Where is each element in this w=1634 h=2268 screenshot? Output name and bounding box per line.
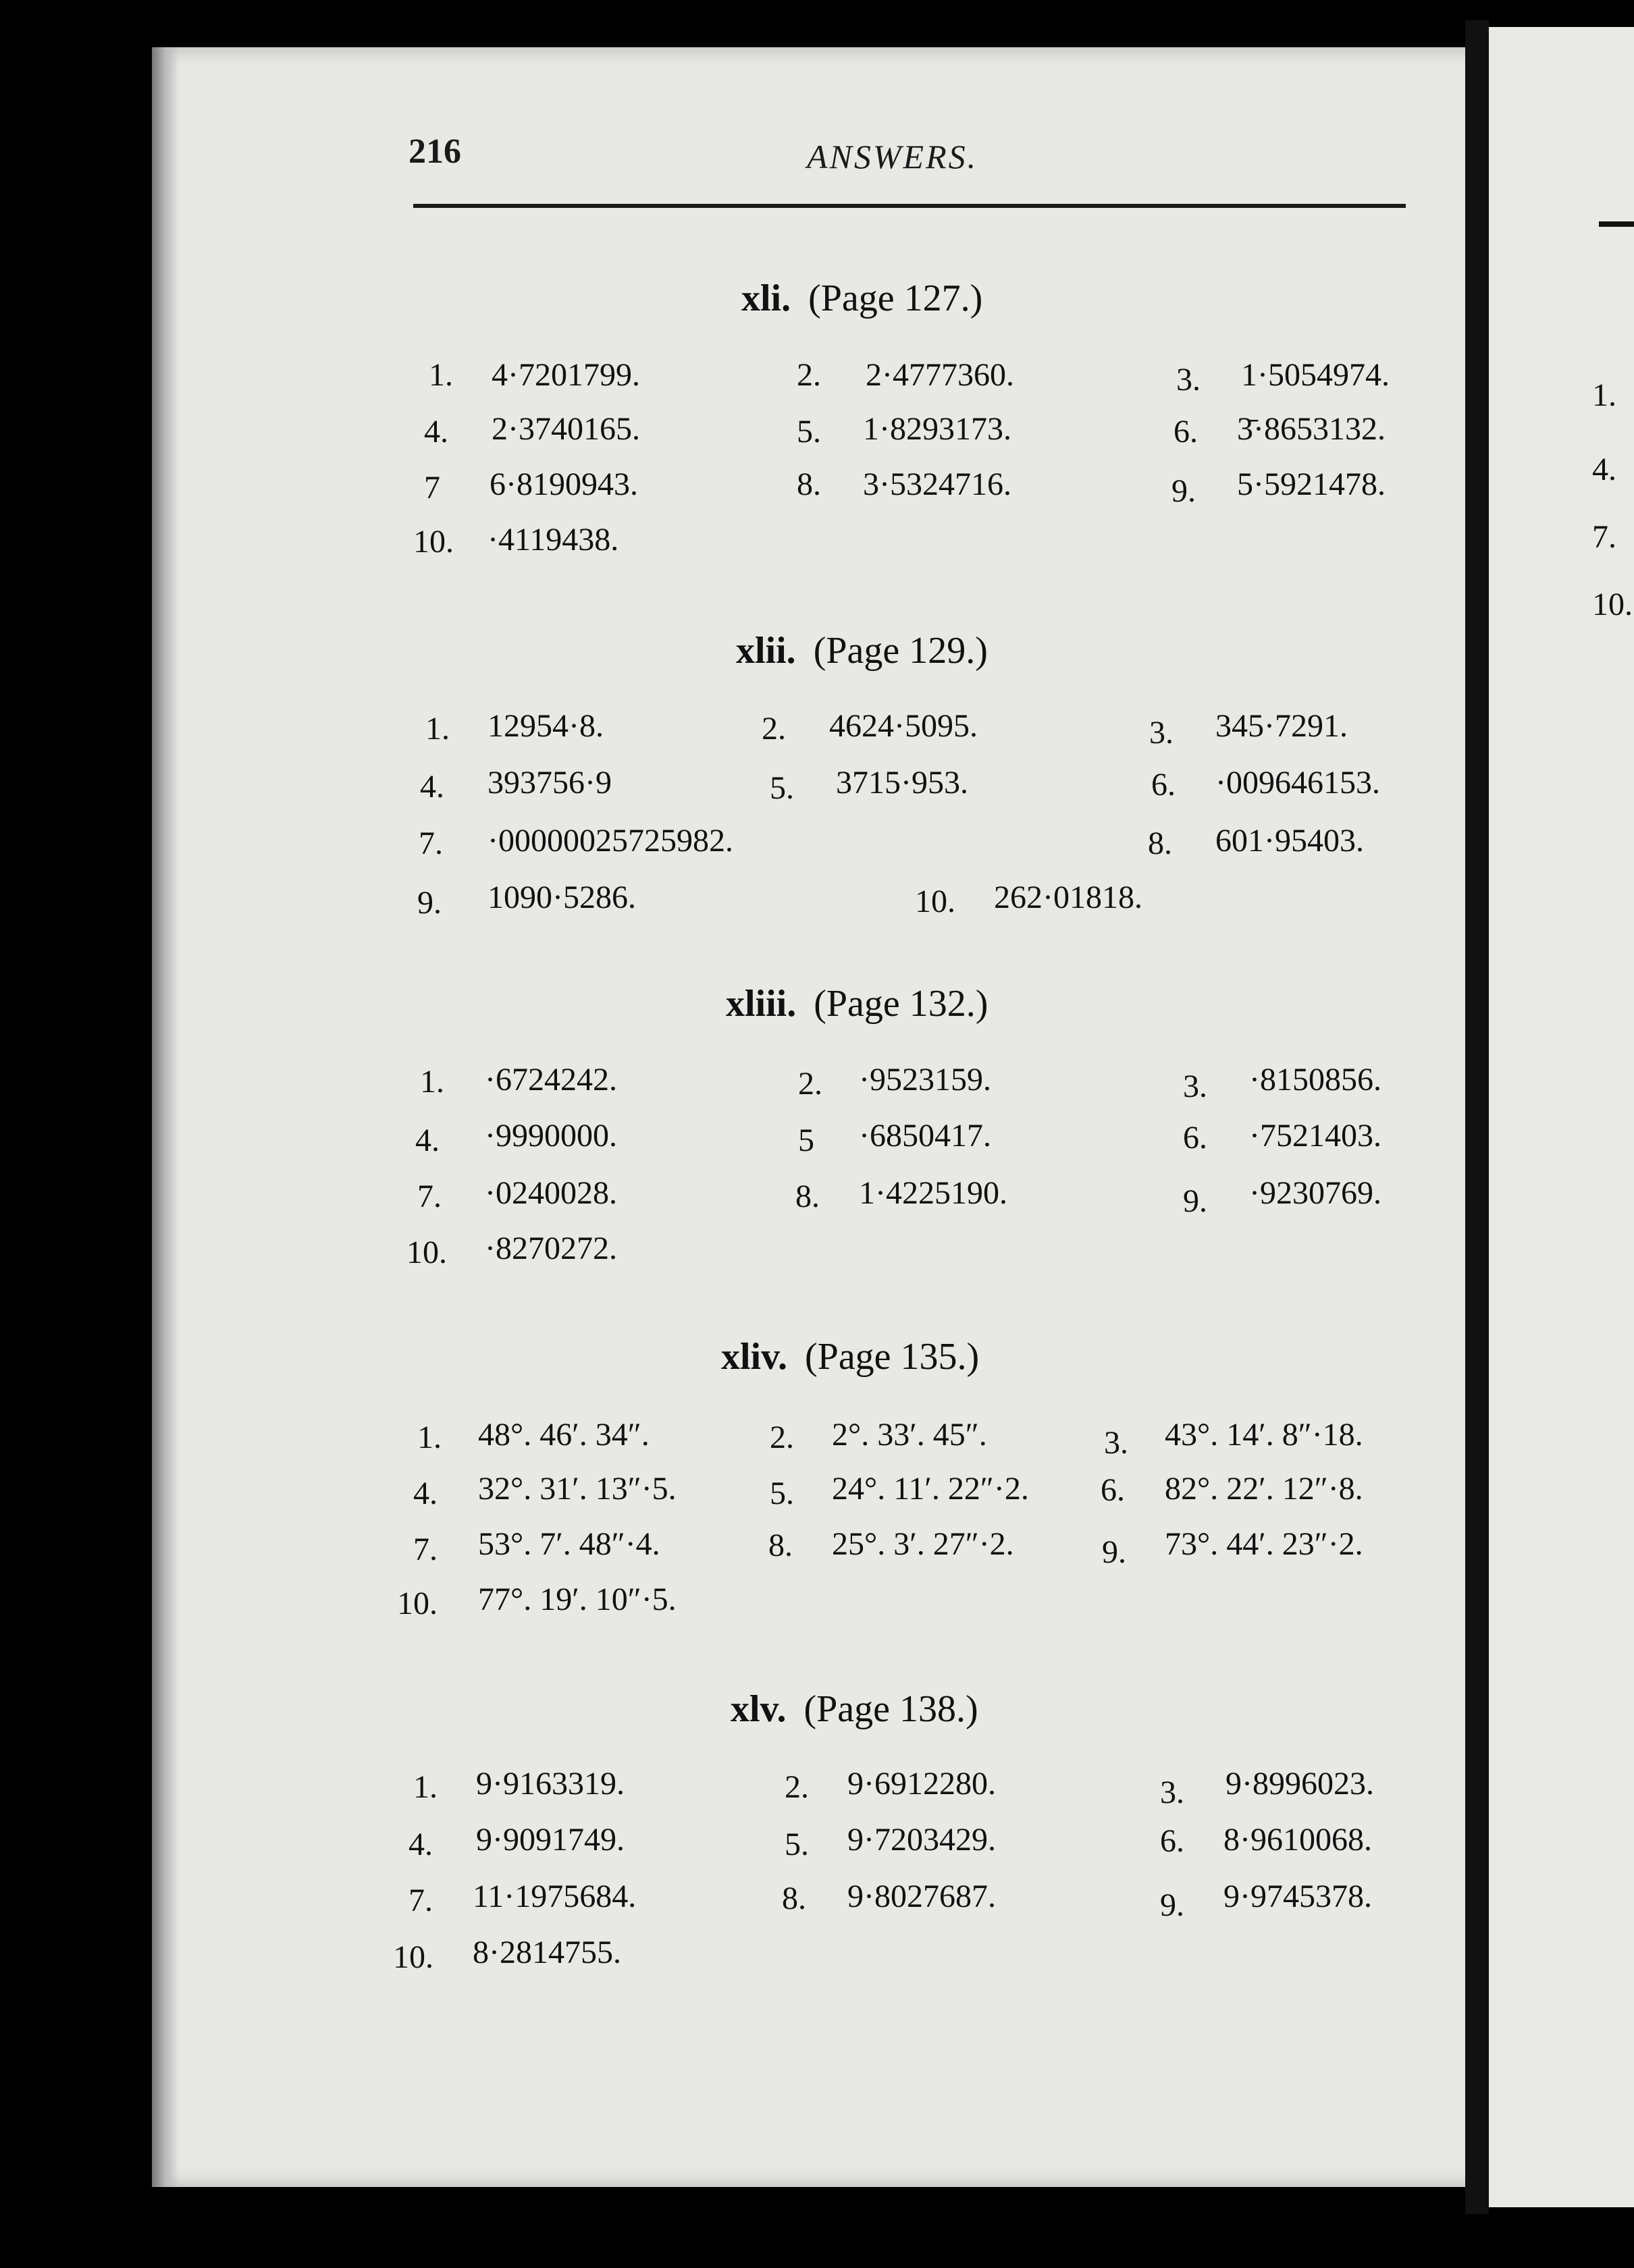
section-page-ref: (Page 138.)	[803, 1688, 978, 1730]
adjacent-page-rule	[1599, 221, 1634, 227]
answer-number: 10.	[397, 1586, 438, 1621]
answer-value: ·8150856.	[1249, 1062, 1381, 1098]
answer-value: 4624·5095.	[829, 708, 978, 744]
page-title: ANSWERS.	[807, 138, 978, 176]
answer-value: 1·4225190.	[859, 1175, 1007, 1211]
answer-value: 5·5921478.	[1237, 466, 1386, 502]
answer-number: 1.	[413, 1769, 438, 1805]
answer-number: 7.	[408, 1883, 433, 1918]
answer-number: 9.	[1160, 1887, 1184, 1923]
answer-value: 9·9091749.	[476, 1822, 625, 1858]
section-heading	[736, 629, 988, 672]
answer-value: 82°. 22′. 12″·8.	[1165, 1471, 1363, 1507]
answer-value: ·7521403.	[1249, 1118, 1381, 1154]
section-page-ref: (Page 129.)	[813, 630, 988, 672]
page-edge-shadow	[152, 47, 179, 2187]
answer-value: 393756·9	[487, 765, 612, 801]
answer-number: 7.	[419, 826, 443, 861]
section-heading	[721, 1335, 979, 1378]
answer-number: 1.	[417, 1420, 442, 1455]
answer-number: 8.	[782, 1881, 806, 1916]
answer-number: 9.	[1102, 1534, 1126, 1570]
answer-value: 9·7203429.	[847, 1822, 996, 1858]
section-page-ref: (Page 135.)	[805, 1336, 980, 1378]
answer-value: ·4119438.	[487, 522, 619, 558]
answer-value: ·6850417.	[859, 1118, 991, 1154]
answer-value: 24°. 11′. 22″·2.	[832, 1471, 1029, 1507]
answer-value: 2°. 33′. 45″.	[832, 1417, 987, 1453]
section-label: xliv.	[721, 1336, 788, 1378]
answer-number: 3.	[1149, 715, 1174, 751]
section-label: xli.	[741, 277, 791, 319]
answer-number: 7	[424, 470, 440, 506]
answer-value: ·009646153.	[1215, 765, 1380, 801]
answer-number: 6.	[1174, 414, 1198, 450]
page-number: 216	[408, 132, 461, 171]
answer-number: 4.	[415, 1123, 440, 1158]
answer-number: 4.	[408, 1827, 433, 1862]
answer-number: 3.	[1176, 362, 1201, 398]
answer-value: 2·4777360.	[866, 357, 1014, 393]
answer-value: ·0240028.	[485, 1175, 617, 1211]
answer-value: 73°. 44′. 23″·2.	[1165, 1526, 1363, 1562]
adjacent-page-number: 4.	[1592, 452, 1616, 487]
answer-number: 10.	[393, 1939, 433, 1975]
answer-number: 3.	[1183, 1069, 1207, 1104]
book-gutter	[1465, 20, 1489, 2214]
section-label: xliii.	[726, 983, 797, 1025]
answer-value: 32°. 31′. 13″·5.	[478, 1471, 677, 1507]
answer-value: 1·8293173.	[863, 411, 1011, 447]
answer-value: 345·7291.	[1215, 708, 1348, 744]
answer-value: ·00000025725982.	[487, 823, 733, 859]
answer-value: 8·9610068.	[1223, 1822, 1372, 1858]
adjacent-page-number: 7.	[1592, 519, 1616, 555]
adjacent-page-number: 1.	[1592, 377, 1616, 413]
answer-value: 9·8996023.	[1226, 1766, 1374, 1802]
answer-value: 262·01818.	[994, 880, 1142, 915]
answer-number: 4.	[420, 769, 444, 805]
answer-number: 10.	[406, 1235, 447, 1270]
answer-number: 9.	[1183, 1183, 1207, 1219]
answer-number: 6.	[1101, 1472, 1125, 1508]
answer-number: 7.	[417, 1179, 442, 1214]
answer-value: 53°. 7′. 48″·4.	[478, 1526, 660, 1562]
answer-value: 9·9745378.	[1223, 1879, 1372, 1914]
answer-value: ·9523159.	[859, 1062, 991, 1098]
answer-number: 5.	[785, 1827, 809, 1862]
answer-number: 4.	[424, 414, 448, 450]
answer-value: 1·5054974.	[1241, 357, 1390, 393]
answer-number: 5.	[770, 1476, 794, 1511]
answer-number: 7.	[413, 1532, 438, 1567]
answer-number: 6.	[1151, 767, 1176, 803]
answer-value: 1090·5286.	[487, 880, 636, 915]
answer-value: 25°. 3′. 27″·2.	[832, 1526, 1014, 1562]
answer-number: 9.	[1171, 473, 1196, 509]
answer-value: 11·1975684.	[473, 1879, 637, 1914]
section-label: xlv.	[731, 1688, 787, 1730]
answer-value: 3̄·8653132.	[1237, 411, 1386, 447]
answer-number: 2.	[770, 1420, 794, 1455]
section-heading	[741, 277, 982, 320]
answer-number: 3.	[1160, 1775, 1184, 1810]
answer-number: 8.	[768, 1528, 793, 1563]
answer-value: ·8270272.	[485, 1231, 617, 1266]
answer-value: 77°. 19′. 10″·5.	[478, 1582, 677, 1617]
answer-number: 1.	[429, 357, 453, 393]
answer-number: 10.	[413, 524, 454, 560]
section-page-ref: (Page 132.)	[814, 983, 989, 1025]
answer-number: 5	[798, 1123, 814, 1158]
adjacent-page-number: 10.	[1592, 587, 1633, 622]
answer-number: 8.	[1148, 826, 1172, 861]
answer-value: 4·7201799.	[492, 357, 640, 393]
answer-value: 9·6912280.	[847, 1766, 996, 1802]
answer-value: 2·3740165.	[492, 411, 640, 447]
answer-number: 9.	[417, 885, 442, 921]
answer-value: 9·9163319.	[476, 1766, 625, 1802]
answer-value: 601·95403.	[1215, 823, 1364, 859]
answer-value: 43°. 14′. 8″·18.	[1165, 1417, 1363, 1453]
section-heading	[726, 982, 988, 1025]
answer-number: 10.	[915, 884, 955, 919]
section-page-ref: (Page 127.)	[808, 277, 983, 319]
answer-value: 6·8190943.	[490, 466, 638, 502]
answer-number: 6.	[1160, 1823, 1184, 1859]
answer-number: 1.	[420, 1064, 444, 1100]
answer-number: 2.	[785, 1769, 809, 1805]
section-heading	[731, 1688, 978, 1731]
answer-value: 12954·8.	[487, 708, 604, 744]
answer-value: 8·2814755.	[473, 1935, 621, 1970]
answer-value: ·9990000.	[485, 1118, 617, 1154]
answer-number: 2.	[797, 357, 821, 393]
answer-number: 5.	[770, 770, 794, 806]
answer-number: 5.	[797, 414, 821, 450]
answer-number: 4.	[413, 1476, 438, 1511]
answer-number: 1.	[425, 711, 450, 747]
adjacent-page	[1489, 27, 1634, 2207]
header-rule	[413, 204, 1406, 208]
answer-number: 2.	[798, 1066, 822, 1102]
answer-value: ·6724242.	[485, 1062, 617, 1098]
answer-number: 8.	[795, 1179, 820, 1214]
answer-number: 2.	[762, 711, 786, 747]
answer-value: 3715·953.	[836, 765, 968, 801]
answer-number: 6.	[1183, 1120, 1207, 1156]
answer-number: 3.	[1104, 1425, 1128, 1461]
answer-value: ·9230769.	[1249, 1175, 1381, 1211]
answer-value: 48°. 46′. 34″.	[478, 1417, 650, 1453]
answer-number: 8.	[797, 466, 821, 502]
answer-value: 9·8027687.	[847, 1879, 996, 1914]
answer-value: 3·5324716.	[863, 466, 1011, 502]
section-label: xlii.	[736, 630, 796, 672]
